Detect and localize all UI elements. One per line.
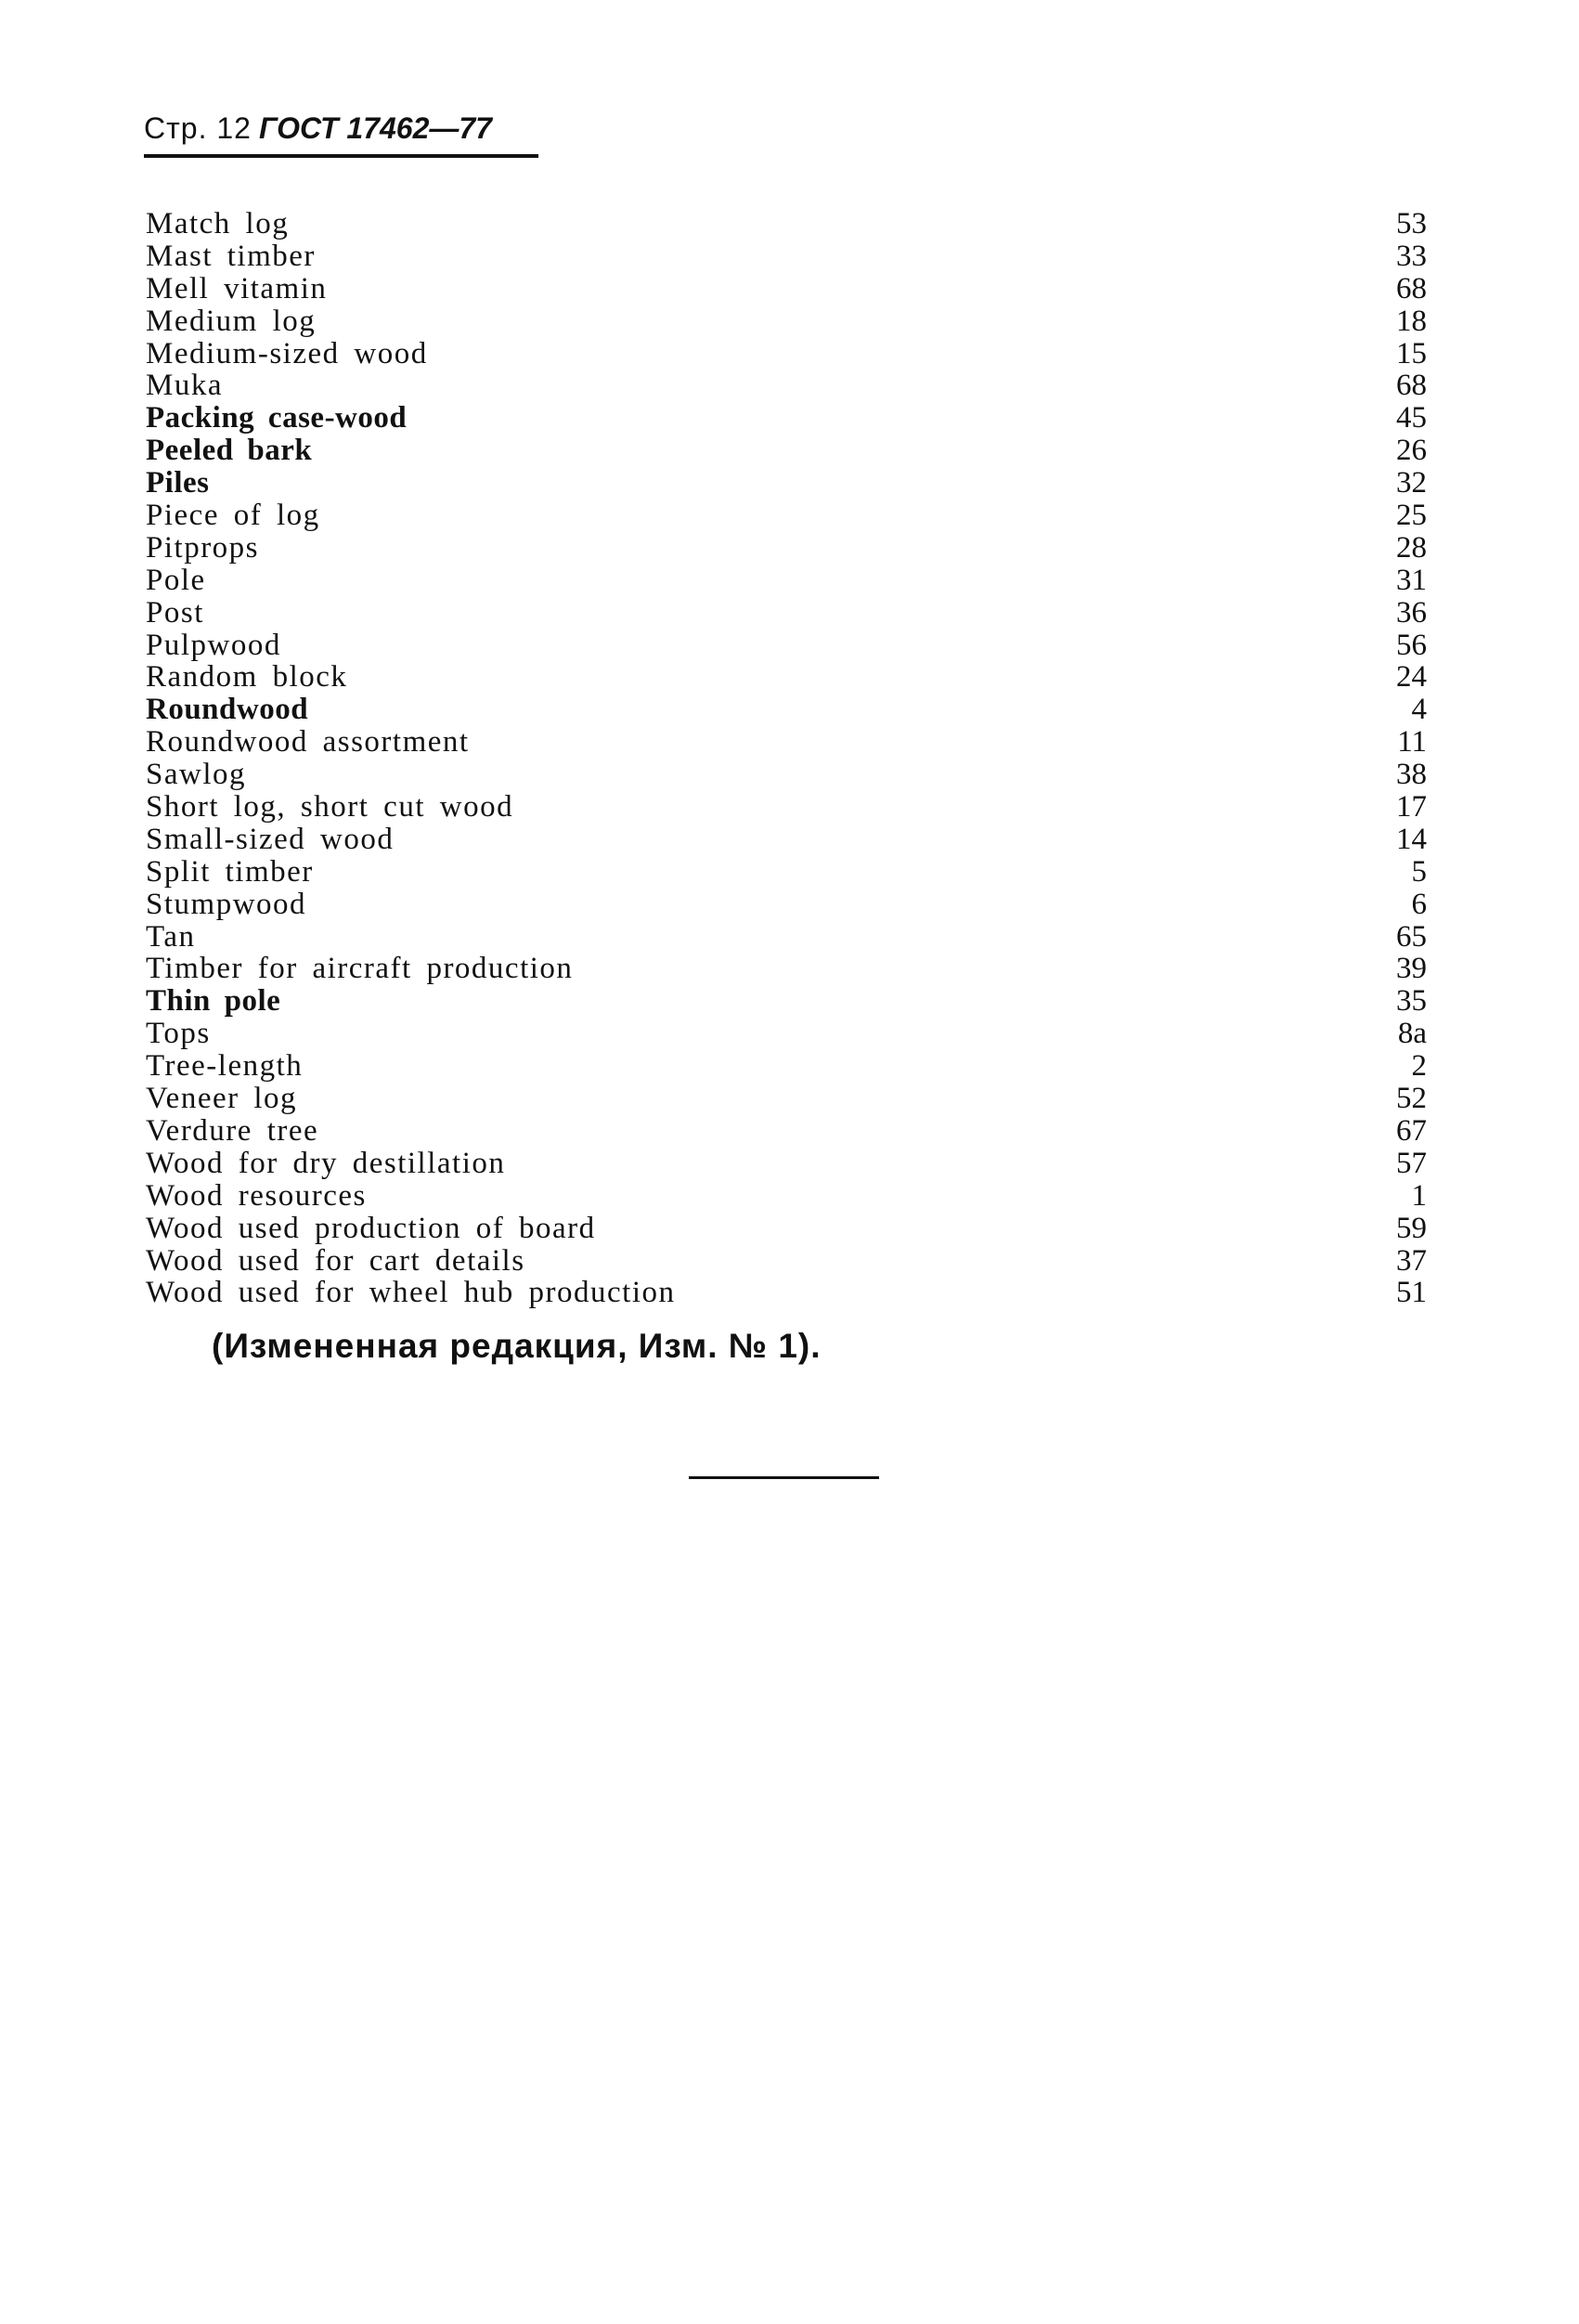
index-entry bbox=[146, 1083, 1427, 1115]
index-entry bbox=[146, 985, 1427, 1018]
index-term: Match log bbox=[146, 207, 290, 240]
index-term: Random block bbox=[146, 660, 348, 695]
index-entry bbox=[146, 1213, 1427, 1245]
index-term: Piles bbox=[146, 466, 210, 500]
index-number: 59 bbox=[1396, 1211, 1427, 1245]
index-number: 28 bbox=[1396, 530, 1427, 565]
index-term: Peeled bark bbox=[146, 434, 313, 468]
index-term: Veneer log bbox=[146, 1082, 298, 1116]
index-number: 38 bbox=[1396, 758, 1427, 792]
term-index-list bbox=[146, 208, 1427, 1309]
index-term: Piece of log bbox=[146, 499, 320, 533]
index-entry bbox=[146, 889, 1427, 921]
index-number: 35 bbox=[1396, 984, 1427, 1019]
index-number: 6 bbox=[1411, 887, 1427, 921]
index-term: Wood resources bbox=[146, 1178, 367, 1213]
index-term: Stumpwood bbox=[146, 887, 307, 921]
index-entry bbox=[146, 921, 1427, 954]
index-entry bbox=[146, 435, 1427, 467]
index-number: 67 bbox=[1396, 1113, 1427, 1148]
index-term: Small-sized wood bbox=[146, 822, 395, 856]
index-entry bbox=[146, 402, 1427, 435]
page-number: Стр. 12 bbox=[144, 111, 252, 145]
index-term: Wood used for cart details bbox=[146, 1243, 525, 1278]
index-number: 17 bbox=[1396, 790, 1427, 824]
index-entry bbox=[146, 759, 1427, 791]
index-term: Packing case-wood bbox=[146, 401, 408, 435]
index-number: 39 bbox=[1396, 952, 1427, 986]
index-entry bbox=[146, 565, 1427, 597]
index-entry bbox=[146, 856, 1427, 889]
index-number: 33 bbox=[1396, 239, 1427, 273]
index-entry bbox=[146, 1115, 1427, 1148]
index-entry bbox=[146, 532, 1427, 565]
index-term: Tan bbox=[146, 919, 196, 954]
index-entry bbox=[146, 305, 1427, 338]
index-term: Roundwood assortment bbox=[146, 725, 470, 760]
index-term: Wood for dry destillation bbox=[146, 1146, 506, 1180]
index-term: Post bbox=[146, 595, 204, 630]
index-term: Thin pole bbox=[146, 984, 281, 1019]
index-term: Short log, short cut wood bbox=[146, 790, 514, 824]
index-entry bbox=[146, 824, 1427, 856]
index-number: 31 bbox=[1396, 563, 1427, 597]
index-term: Verdure tree bbox=[146, 1113, 319, 1148]
index-entry bbox=[146, 1050, 1427, 1083]
index-number: 1 bbox=[1411, 1178, 1427, 1213]
index-number: 15 bbox=[1396, 336, 1427, 370]
index-number: 18 bbox=[1396, 304, 1427, 338]
index-entry bbox=[146, 661, 1427, 694]
index-term: Tree-length bbox=[146, 1049, 304, 1084]
index-entry bbox=[146, 240, 1427, 273]
index-term: Split timber bbox=[146, 854, 314, 889]
index-term: Sawlog bbox=[146, 758, 246, 792]
index-entry bbox=[146, 467, 1427, 500]
index-entry bbox=[146, 208, 1427, 240]
index-entry bbox=[146, 694, 1427, 726]
index-term: Medium-sized wood bbox=[146, 336, 428, 370]
page-header bbox=[144, 110, 538, 147]
index-term: Mast timber bbox=[146, 239, 316, 273]
index-entry bbox=[146, 1148, 1427, 1180]
index-entry bbox=[146, 1018, 1427, 1050]
index-term: Pole bbox=[146, 563, 206, 597]
index-number: 32 bbox=[1396, 466, 1427, 500]
index-entry bbox=[146, 1277, 1427, 1309]
index-number: 51 bbox=[1396, 1276, 1427, 1310]
index-number: 65 bbox=[1396, 919, 1427, 954]
index-number: 26 bbox=[1396, 434, 1427, 468]
index-number: 45 bbox=[1396, 401, 1427, 435]
index-number: 57 bbox=[1396, 1146, 1427, 1180]
index-number: 37 bbox=[1396, 1243, 1427, 1278]
index-number: 56 bbox=[1396, 628, 1427, 662]
index-number: 68 bbox=[1396, 369, 1427, 403]
index-number: 36 bbox=[1396, 595, 1427, 630]
index-entry bbox=[146, 500, 1427, 532]
index-number: 24 bbox=[1396, 660, 1427, 695]
index-term: Muka bbox=[146, 369, 223, 403]
index-entry bbox=[146, 953, 1427, 985]
index-term: Wood used for wheel hub production bbox=[146, 1276, 676, 1310]
index-term: Wood used production of board bbox=[146, 1211, 596, 1245]
index-entry bbox=[146, 1180, 1427, 1213]
index-entry bbox=[146, 791, 1427, 824]
index-number: 2 bbox=[1411, 1049, 1427, 1084]
index-number: 25 bbox=[1396, 499, 1427, 533]
index-number: 4 bbox=[1411, 693, 1427, 727]
index-term: Mell vitamin bbox=[146, 271, 328, 305]
index-entry bbox=[146, 597, 1427, 630]
index-term: Pulpwood bbox=[146, 628, 281, 662]
index-entry bbox=[146, 370, 1427, 402]
index-entry bbox=[146, 273, 1427, 305]
index-number: 53 bbox=[1396, 207, 1427, 240]
index-term: Tops bbox=[146, 1017, 211, 1051]
index-number: 5 bbox=[1411, 854, 1427, 889]
index-term: Roundwood bbox=[146, 693, 309, 727]
amendment-note: (Измененная редакция, Изм. № 1). bbox=[212, 1327, 822, 1365]
index-number: 68 bbox=[1396, 271, 1427, 305]
index-entry bbox=[146, 630, 1427, 662]
index-term: Medium log bbox=[146, 304, 317, 338]
index-entry bbox=[146, 1245, 1427, 1278]
index-term: Timber for aircraft production bbox=[146, 952, 574, 986]
index-term: Pitprops bbox=[146, 530, 260, 565]
standard-designation: ГОСТ 17462—77 bbox=[258, 111, 492, 145]
index-entry bbox=[146, 338, 1427, 370]
index-entry bbox=[146, 726, 1427, 759]
index-number: 52 bbox=[1396, 1082, 1427, 1116]
index-number: 11 bbox=[1397, 725, 1427, 760]
end-rule bbox=[689, 1476, 879, 1479]
header-rule bbox=[144, 154, 538, 158]
index-number: 8a bbox=[1397, 1017, 1427, 1051]
index-number: 14 bbox=[1396, 822, 1427, 856]
